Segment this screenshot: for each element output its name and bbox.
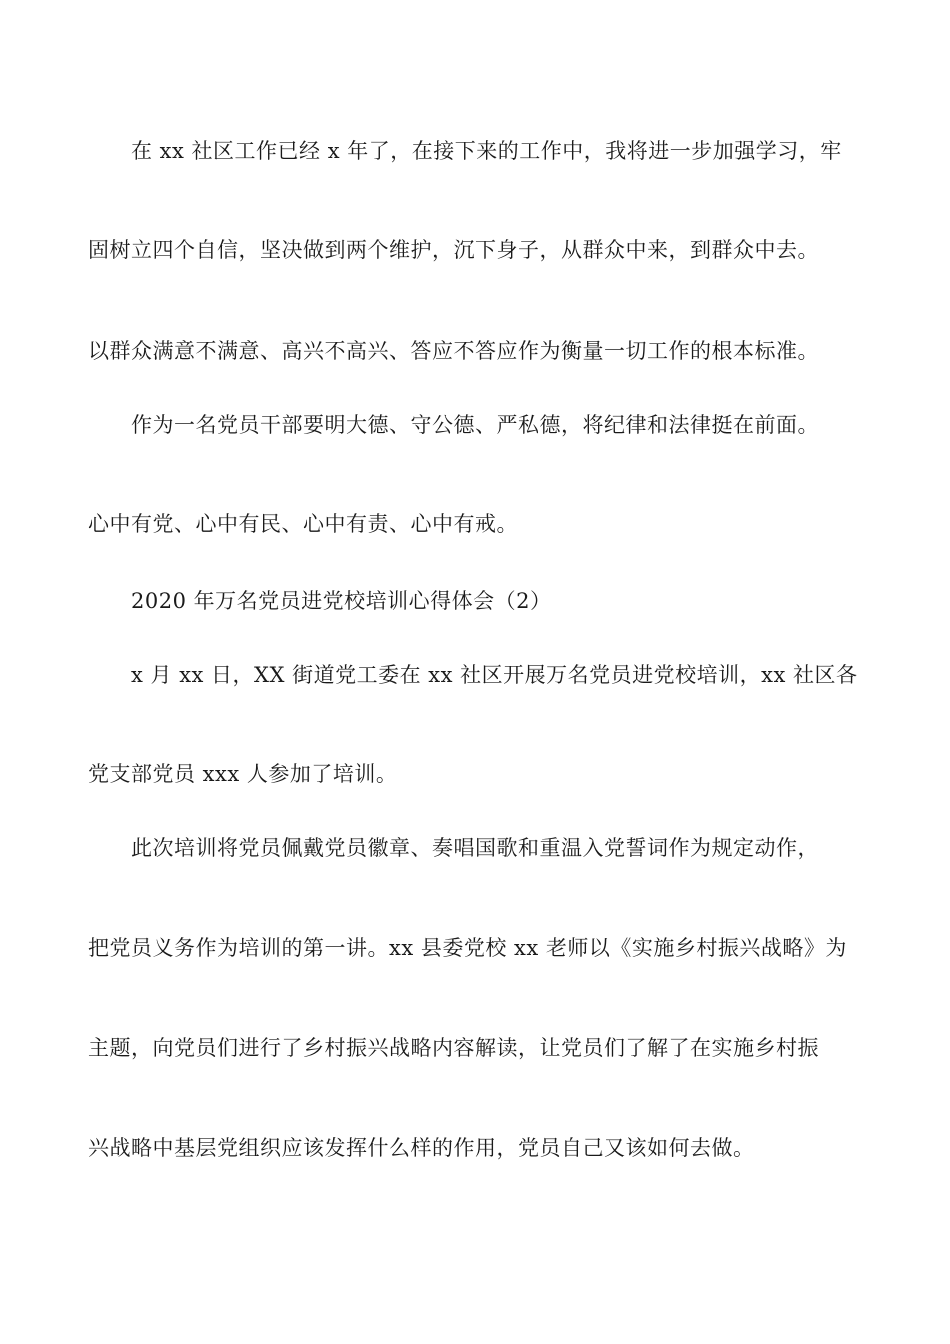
paragraph-line: x 月 xx 日，XX 街道党工委在 xx 社区开展万名党员进党校培训，xx 社区各: [131, 663, 858, 687]
paragraph-line: 兴战略中基层党组织应该发挥什么样的作用，党员自己又该如何去做。: [88, 1136, 755, 1160]
paragraph-line: 党支部党员 xxx 人参加了培训。: [88, 762, 398, 786]
paragraph-line: 以群众满意不满意、高兴不高兴、答应不答应作为衡量一切工作的根本标准。: [88, 339, 819, 363]
section-heading: 2020 年万名党员进党校培训心得体会（2）: [131, 589, 552, 613]
paragraph-line: 作为一名党员干部要明大德、守公德、严私德，将纪律和法律挺在前面。: [131, 413, 819, 437]
paragraph-line: 固树立四个自信，坚决做到两个维护，沉下身子，从群众中来，到群众中去。: [88, 238, 819, 262]
paragraph-line: 心中有党、心中有民、心中有责、心中有戒。: [88, 512, 518, 536]
paragraph-line: 把党员义务作为培训的第一讲。xx 县委党校 xx 老师以《实施乡村振兴战略》为: [88, 936, 847, 960]
paragraph-line: 主题，向党员们进行了乡村振兴战略内容解读，让党员们了解了在实施乡村振: [88, 1036, 819, 1060]
paragraph-line: 此次培训将党员佩戴党员徽章、奏唱国歌和重温入党誓词作为规定动作，: [131, 836, 819, 860]
paragraph-line: 在 xx 社区工作已经 x 年了，在接下来的工作中，我将进一步加强学习，牢: [131, 139, 842, 163]
